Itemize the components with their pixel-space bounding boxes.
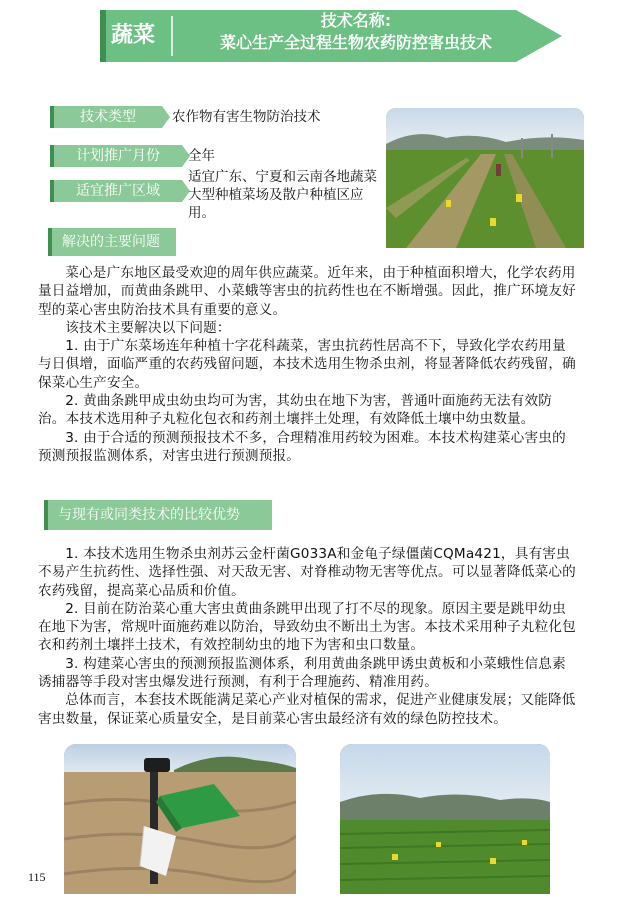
problems-paragraph: 2. 黄曲条跳甲成虫幼虫均可为害，其幼虫在地下为害，普通叶面施药无法有效防治。本技术选用种子丸粒化包衣和药剂土壤拌土处理，有效降低土壤中幼虫数量。 — [38, 393, 553, 428]
problems-section-title: 解决的主要问题 — [48, 228, 176, 256]
promotion-region-value: 适宜广东、宁夏和云南各地蔬菜大型种植菜场及散户种植区应用。 — [188, 169, 377, 221]
tech-name-title: 菜心生产全过程生物农药防控害虫技术 — [219, 33, 492, 52]
advantages-body — [38, 545, 578, 728]
advantages-section-title: 与现有或同类技术的比较优势 — [44, 500, 272, 530]
tech-type-value: 农作物有害生物防治技术 — [172, 109, 321, 125]
promotion-region-tag: 适宜推广区域 — [50, 180, 182, 202]
field-photo-bottom — [340, 744, 550, 894]
problems-body — [38, 264, 578, 465]
advantages-paragraph: 2. 目前在防治菜心重大害虫黄曲条跳甲出现了打不尽的现象。原因主要是跳甲幼虫在地下为害，常规叶面施药难以防治，导致幼虫不断出土为害。本技术采用种子丸粒化包衣和药剂土壤拌土技术，有效控制幼虫的地下为害和虫口数量。 — [38, 600, 576, 654]
tech-type-tag: 技术类型 — [50, 106, 162, 128]
problems-paragraph: 3. 由于合适的预测预报技术不多，合理精准用药较为困难。本技术构建菜心害虫的预测预报监测体系，对害虫进行预测预报。 — [38, 429, 566, 464]
advantages-paragraph: 总体而言，本套技术既能满足菜心产业对植保的需求，促进产业健康发展；又能降低害虫数量，保证菜心质量安全，是目前菜心害虫最经济有效的绿色防控技术。 — [38, 692, 576, 727]
header-banner — [96, 6, 566, 64]
problems-paragraph: 菜心是广东地区最受欢迎的周年供应蔬菜。近年来，由于种植面积增大，化学农药用量日益增加，而黄曲条跳甲、小菜蛾等害虫的抗药性也在不断增强。因此，推广环境友好型的菜心害虫防治技术具有重要的意义。 — [38, 265, 576, 318]
promotion-month-tag: 计划推广月份 — [50, 145, 182, 167]
field-photo-top — [386, 108, 584, 248]
trap-photo — [64, 744, 296, 894]
promotion-month-value: 全年 — [188, 148, 215, 164]
tech-name-block — [176, 10, 536, 54]
tech-name-label: 技术名称: — [320, 11, 392, 30]
page-number: 115 — [28, 870, 46, 884]
advantages-paragraph: 1. 本技术选用生物杀虫剂苏云金杆菌G033A和金龟子绿僵菌CQMa421，具有害虫不易产生抗药性、选择性强、对天敌无害、对脊椎动物无害等优点。可以显著降低菜心的农药残留，提高菜心品质和价值。 — [38, 546, 576, 599]
advantages-paragraph: 3. 构建菜心害虫的预测预报监测体系，利用黄曲条跳甲诱虫黄板和小菜蛾性信息素诱捕器等手段对害虫爆发进行预测，有利于合理施药、精准用药。 — [38, 655, 566, 691]
problems-paragraph: 1. 由于广东菜场连年种植十字花科蔬菜，害虫抗药性居高不下，导致化学农药用量与日俱增，面临严重的农药残留问题，本技术选用生物杀虫剂，将显著降低农药残留，确保菜心生产安全。 — [38, 338, 576, 391]
category-label: 蔬菜 — [110, 23, 155, 48]
problems-paragraph: 该技术主要解决以下问题： — [65, 319, 231, 336]
